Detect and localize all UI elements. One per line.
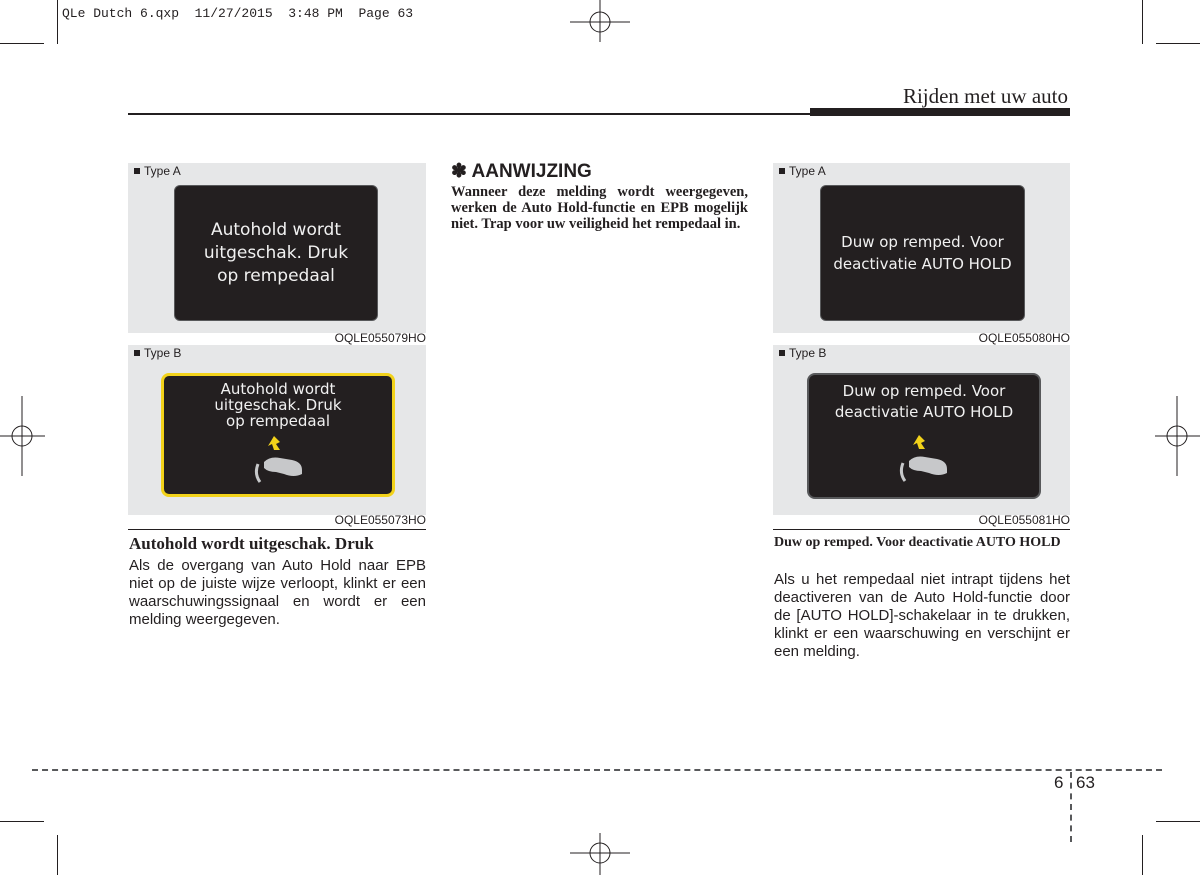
body-paragraph: Als de overgang van Auto Hold naar EPB niet op de juiste wijze verloopt, klinkt er een waarschuwingssignaal en wordt er een melding weergegeven. <box>129 557 426 628</box>
cluster-display <box>174 185 378 321</box>
divider <box>773 529 1070 530</box>
body-paragraph: Als u het rempedaal niet intrapt tijdens het deactiveren van de Auto Hold-functie door de [AUTO HOLD]-schakelaar in te drukken, klinkt er een waarschuwing en verschijnt er een melding. <box>774 571 1070 660</box>
registration-mark-right <box>1155 396 1200 476</box>
print-slug: QLe Dutch 6.qxp 11/27/2015 3:48 PM Page 63 <box>62 6 414 21</box>
page-number: 63 <box>1076 773 1095 792</box>
note-title: AANWIJZING <box>471 161 592 182</box>
figure-type-b-left <box>128 345 426 515</box>
registration-mark-left <box>0 396 45 476</box>
figure-type-label: Type B <box>779 346 826 360</box>
figure-code: OQLE055079HO <box>334 331 426 345</box>
section-title: Rijden met uw auto <box>902 84 1068 108</box>
subheading: Duw op remped. Voor deactivatie AUTO HOLD <box>774 535 1061 550</box>
note-box <box>451 160 748 232</box>
registration-mark-bottom <box>570 828 630 875</box>
square-bullet-icon <box>134 350 140 356</box>
figure-type-a-right <box>773 163 1070 333</box>
cluster-display <box>161 373 395 497</box>
note-text: Wanneer deze melding wordt weergegeven, werken de Auto Hold-functie en EPB mogelijk niet. Trap voor uw veiligheid het rempedaal in. <box>451 184 748 232</box>
display-line: op rempedaal <box>226 412 330 430</box>
registration-mark-top <box>570 0 630 50</box>
figure-code: OQLE055073HO <box>334 513 426 527</box>
figure-code: OQLE055081HO <box>978 513 1070 527</box>
display-line: deactivatie AUTO HOLD <box>834 403 1014 421</box>
figure-type-b-right <box>773 345 1070 515</box>
brake-pedal-icon <box>895 433 955 487</box>
footer-divider <box>1070 772 1072 842</box>
indicator-arrow-icon <box>913 435 925 449</box>
display-line: Duw op remped. Voor <box>842 382 1006 400</box>
brake-pedal-icon <box>250 434 310 488</box>
display-line: deactivatie AUTO HOLD <box>833 255 1012 273</box>
note-heading <box>451 160 748 183</box>
cluster-display <box>807 373 1041 499</box>
figure-code: OQLE055080HO <box>978 331 1070 345</box>
chapter-number: 6 <box>1054 773 1064 792</box>
display-line: op rempedaal <box>217 265 335 286</box>
square-bullet-icon <box>779 350 785 356</box>
cluster-display <box>820 185 1025 321</box>
figure-type-label: Type A <box>134 164 181 178</box>
figure-type-label: Type A <box>779 164 826 178</box>
figure-type-label: Type B <box>134 346 181 360</box>
square-bullet-icon <box>134 168 140 174</box>
display-line: Duw op remped. Voor <box>841 233 1004 251</box>
divider <box>128 529 426 530</box>
indicator-arrow-icon <box>268 436 280 450</box>
figure-type-a-left <box>128 163 426 333</box>
footer-rule <box>32 769 1162 771</box>
display-line: Autohold wordt <box>220 380 336 398</box>
display-line: uitgeschak. Druk <box>214 396 342 414</box>
square-bullet-icon <box>779 168 785 174</box>
header-rule <box>128 113 810 115</box>
display-line: uitgeschak. Druk <box>203 242 349 263</box>
asterisk-icon: ✽ <box>451 161 467 182</box>
header-rule-accent <box>810 108 1070 116</box>
subheading: Autohold wordt uitgeschak. Druk <box>129 534 374 553</box>
display-line: Autohold wordt <box>210 219 341 240</box>
